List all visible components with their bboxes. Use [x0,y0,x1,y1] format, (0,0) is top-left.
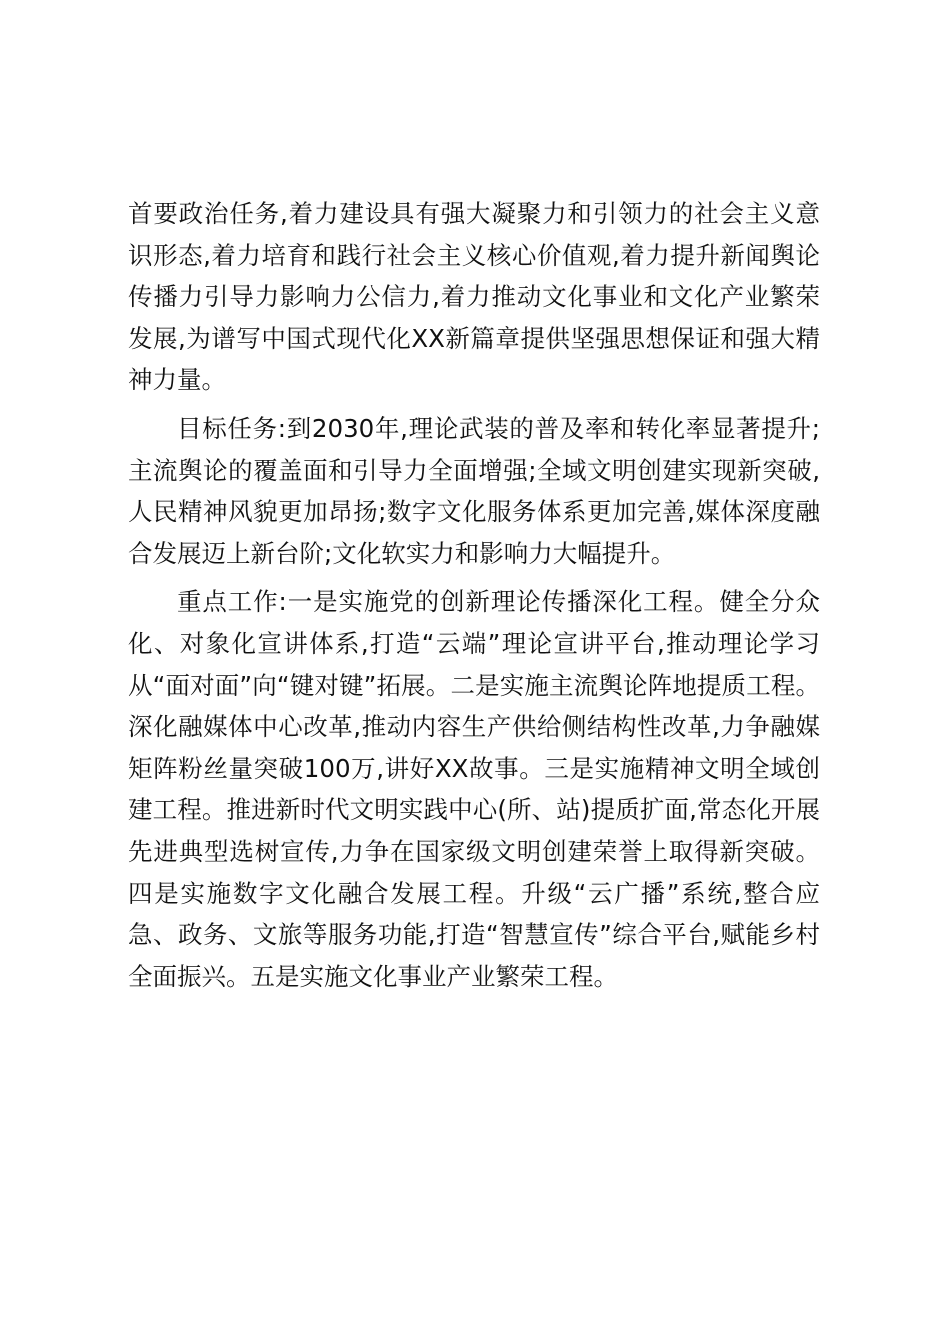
document-body [128,193,820,997]
paragraph-continuation: 首要政治任务,着力建设具有强大凝聚力和引领力的社会主义意识形态,着力培育和践行社会主义核心价值观,着力提升新闻舆论传播力引导力影响力公信力,着力推动文化事业和文化产业繁荣发展,为谱写中国式现代化XX新篇章提供坚强思想保证和强大精神力量。 [128,199,820,395]
paragraph-key-work: 重点工作:一是实施党的创新理论传播深化工程。健全分众化、对象化宣讲体系,打造“云端”理论宣讲平台,推动理论学习从“面对面”向“键对键”拓展。二是实施主流舆论阵地提质工程。深化融媒体中心改革,推动内容生产供给侧结构性改革,力争融媒矩阵粉丝量突破100万,讲好XX故事。三是实施精神文明全域创建工程。推进新时代文明实践中心(所、站)提质扩面,常态化开展先进典型选树宣传,力争在国家级文明创建荣誉上取得新突破。四是实施数字文化融合发展工程。升级“云广播”系统,整合应急、政务、文旅等服务功能,打造“智慧宣传”综合平台,赋能乡村全面振兴。五是实施文化事业产业繁荣工程。 [128,587,820,991]
paragraph-goals: 目标任务:到2030年,理论武装的普及率和转化率显著提升;主流舆论的覆盖面和引导力全面增强;全域文明创建实现新突破,人民精神风貌更加昂扬;数字文化服务体系更加完善,媒体深度融合发展迈上新台阶;文化软实力和影响力大幅提升。 [128,413,820,568]
